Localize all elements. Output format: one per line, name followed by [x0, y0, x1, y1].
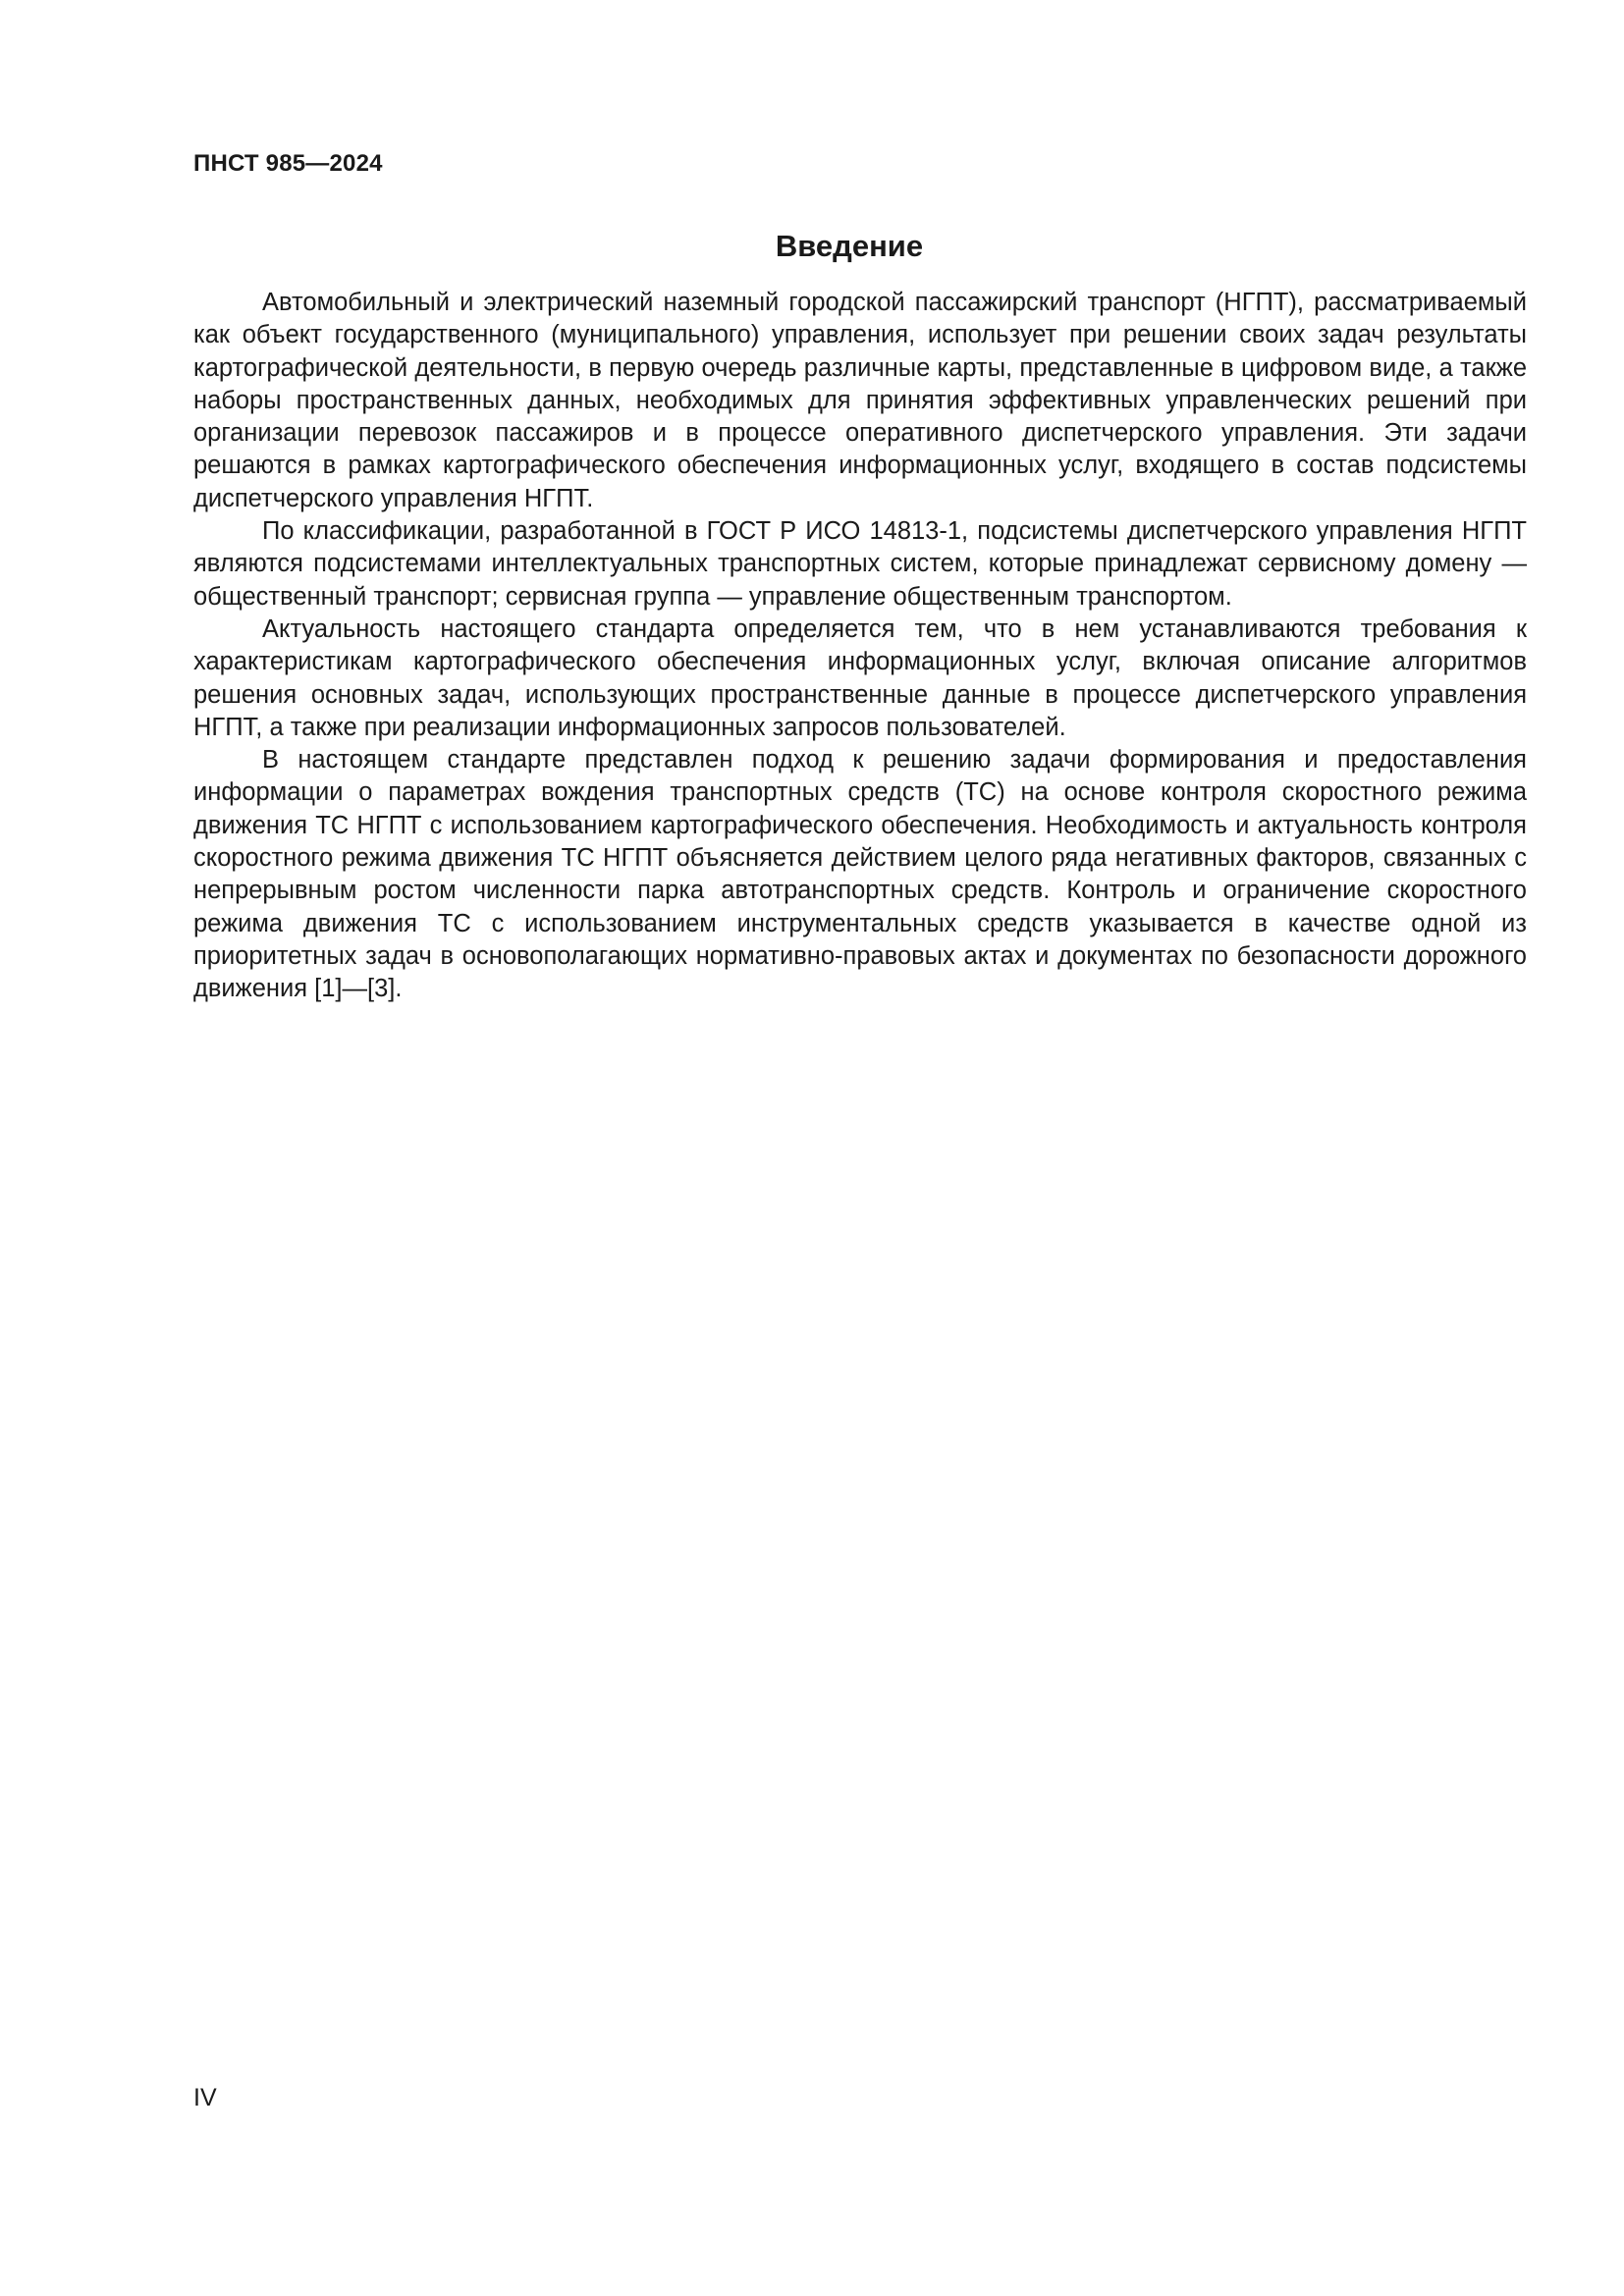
- body-text: [193, 287, 1527, 1006]
- paragraph-2: По классификации, разработанной в ГОСТ Р ИСО 14813-1, подсистемы диспетчерского управления НГПТ являются подсистемами интеллектуальных транспортных систем, которые принадлежат сервисному домену — общественный транспорт; сервисная группа — управление общественным транспортом.: [193, 517, 1527, 611]
- paragraph-4: В настоящем стандарте представлен подход к решению задачи формирования и предоставления информации о параметрах вождения транспортных средств (ТС) на основе контроля скоростного режима движения ТС НГПТ с использованием картографического обеспечения. Необходимость и актуальность контроля скоростного режима движения ТС НГПТ объясняется действием целого ряда негативных факторов, связанных с непрерывным ростом численности парка автотранспортных средств. Контроль и ограничение скоростного режима движения ТС с использованием инструментальных средств указывается в качестве одной из приоритетных задач в основополагающих нормативно-правовых актах и документах по безопасности дорожного движения [1]—[3].: [193, 746, 1527, 1003]
- paragraph-1: Автомобильный и электрический наземный городской пассажирский транспорт (НГПТ), рассматриваемый как объект государственного (муниципального) управления, использует при решении своих задач результаты картографической деятельности, в первую очередь различные карты, представленные в цифровом виде, а также наборы пространственных данных, необходимых для принятия эффективных управленческих решений при организации перевозок пассажиров и в процессе оперативного диспетчерского управления. Эти задачи решаются в рамках картографического обеспечения информационных услуг, входящего в состав подсистемы диспетчерского управления НГПТ.: [193, 289, 1527, 512]
- section-title: Введение: [775, 229, 924, 263]
- document-designation: ПНСТ 985—2024: [193, 150, 383, 177]
- paragraph-3: Актуальность настоящего стандарта определяется тем, что в нем устанавливаются требования к характеристикам картографического обеспечения информационных услуг, включая описание алгоритмов решения основных задач, использующих пространственные данные в процессе диспетчерского управления НГПТ, а также при реализации информационных запросов пользователей.: [193, 614, 1527, 741]
- page-number: IV: [193, 2084, 217, 2111]
